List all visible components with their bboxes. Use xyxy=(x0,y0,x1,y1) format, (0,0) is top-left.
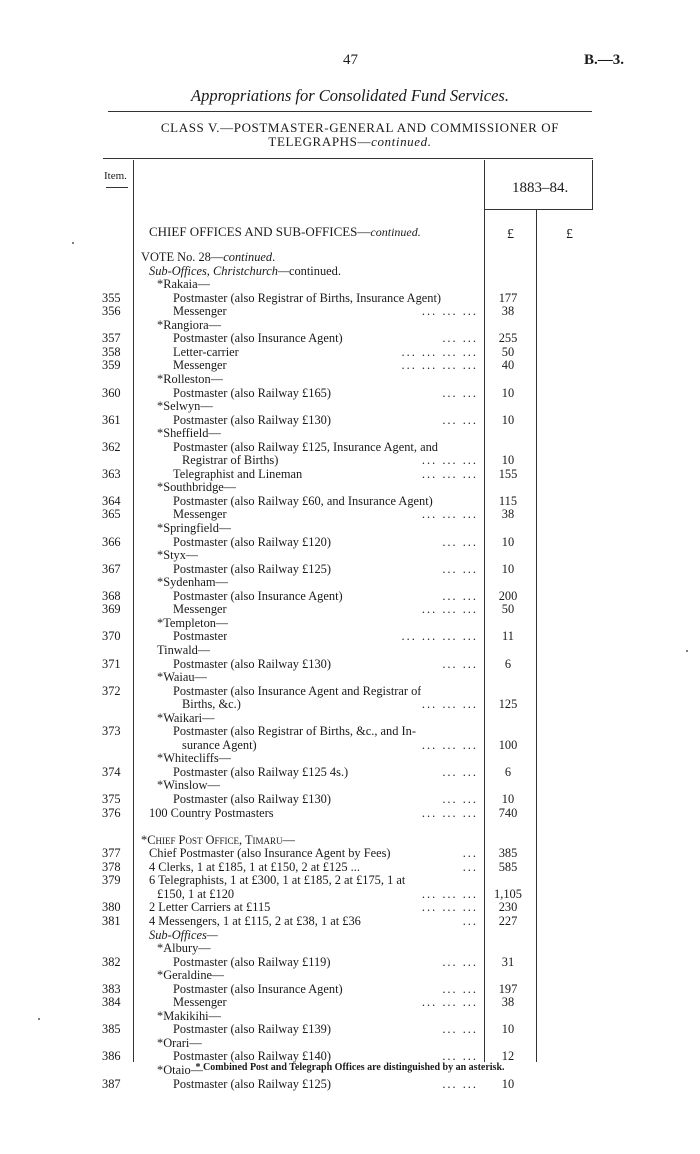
table-row xyxy=(0,697,700,711)
row-description: *Rangiora— xyxy=(157,317,222,332)
table-row xyxy=(0,521,700,535)
row-description: Sub-Offices— xyxy=(149,927,218,942)
leader-dots: ... ... ... xyxy=(421,602,478,617)
table-row xyxy=(0,968,700,982)
item-number: 364 xyxy=(102,493,121,508)
footnote: * Combined Post and Telegraph Offices are distinguished by an asterisk. xyxy=(195,1062,505,1073)
leader-dots: ... ... ... xyxy=(421,304,478,319)
table-row xyxy=(0,277,700,291)
amount-cell: 10 xyxy=(501,412,515,427)
table-row xyxy=(0,318,700,332)
table-row xyxy=(0,507,700,521)
leader-dots: ... xyxy=(462,846,478,861)
row-description: Tinwald— xyxy=(157,642,211,657)
row-description: £150, 1 at £120 xyxy=(157,886,235,901)
table-row xyxy=(0,900,700,914)
row-description: *Springfield— xyxy=(157,521,232,535)
row-description: 6 Telegraphists, 1 at £300, 1 at £185, 2 at £175, 1 at xyxy=(149,873,406,888)
margin-speck xyxy=(686,650,688,652)
table-row xyxy=(0,765,700,779)
table-row xyxy=(0,738,700,752)
table-row xyxy=(0,657,700,671)
amount-cell: 155 xyxy=(498,466,518,481)
amount-cell: 10 xyxy=(501,561,515,576)
row-description: *Rakaia— xyxy=(157,277,210,292)
item-number: 377 xyxy=(102,846,121,861)
item-number: 362 xyxy=(102,439,121,454)
amount-cell: 38 xyxy=(501,507,515,522)
leader-dots: ... ... xyxy=(442,1076,478,1091)
row-description: Postmaster (also Registrar of Births, Insurance Agent) xyxy=(173,290,442,305)
item-number: 365 xyxy=(102,507,121,522)
table-row xyxy=(0,440,700,454)
leader-dots: ... ... xyxy=(442,588,478,603)
row-description: Telegraphist and Lineman xyxy=(173,466,303,481)
row-description: *Selwyn— xyxy=(157,399,213,414)
amount-cell: 230 xyxy=(498,900,518,915)
table-row xyxy=(0,724,700,738)
row-description: *Makikihi— xyxy=(157,1008,222,1023)
item-number: 383 xyxy=(102,981,121,996)
amount-cell: 6 xyxy=(504,656,512,671)
row-description: *Otaio— xyxy=(157,1063,204,1077)
amount-cell: 740 xyxy=(498,805,518,820)
row-description: Postmaster (also Railway £125, Insurance Agent, and xyxy=(173,439,438,454)
leader-dots: ... ... ... xyxy=(421,805,478,820)
leader-dots: ... ... xyxy=(442,981,478,996)
leader-dots: ... ... ... ... xyxy=(401,629,478,644)
row-description: *Albury— xyxy=(157,941,211,956)
table-row xyxy=(0,372,700,386)
row-description: Postmaster (also Railway £60, and Insurance Agent) xyxy=(173,493,433,508)
row-description: Postmaster (also Insurance Agent) xyxy=(173,981,343,996)
row-description: *Templeton— xyxy=(157,615,229,630)
table-row xyxy=(0,304,700,318)
table-row xyxy=(0,670,700,684)
table-row xyxy=(0,399,700,413)
item-number: 356 xyxy=(102,304,121,319)
amount-cell: 10 xyxy=(501,1076,515,1091)
row-description: Postmaster (also Registrar of Births, &c., and In- xyxy=(173,724,416,739)
item-column-header: Item. xyxy=(104,170,127,182)
pound-sign-col1: £ xyxy=(507,227,514,242)
table-row xyxy=(0,833,700,847)
subsection-heading xyxy=(149,224,421,240)
row-description: *Styx— xyxy=(157,548,199,563)
table-row xyxy=(0,467,700,481)
item-number: 369 xyxy=(102,602,121,617)
item-number: 360 xyxy=(102,385,121,400)
table-row xyxy=(0,792,700,806)
subsection-continued: continued. xyxy=(370,225,421,239)
amount-cell: 227 xyxy=(498,913,518,928)
amount-cell: 177 xyxy=(498,290,518,305)
table-row xyxy=(0,806,700,820)
row-description: Messenger xyxy=(173,358,227,373)
row-description: Births, &c.) xyxy=(182,697,241,712)
table-row xyxy=(0,575,700,589)
table-row xyxy=(0,684,700,698)
row-description: 100 Country Postmasters xyxy=(149,805,274,820)
item-number: 382 xyxy=(102,954,121,969)
row-description: VOTE No. 28—continued. xyxy=(141,250,276,264)
amount-cell: 11 xyxy=(502,629,514,644)
leader-dots: ... ... ... ... xyxy=(401,358,478,373)
leader-dots: ... ... xyxy=(442,534,478,549)
title-rule xyxy=(108,111,592,112)
leader-dots: ... ... ... xyxy=(421,900,478,915)
table-row xyxy=(0,426,700,440)
table-row xyxy=(0,535,700,549)
table-row xyxy=(0,386,700,400)
row-description: Postmaster (also Railway £130) xyxy=(173,412,331,427)
year-rule xyxy=(484,209,592,210)
item-number: 379 xyxy=(102,873,121,888)
table-row xyxy=(0,480,700,494)
table-row xyxy=(0,914,700,928)
table-top-rule xyxy=(103,158,593,159)
table-row xyxy=(0,1022,700,1036)
item-number: 367 xyxy=(102,561,121,576)
page-title: Appropriations for Consolidated Fund Services. xyxy=(191,86,509,105)
table-row xyxy=(0,331,700,345)
table-row xyxy=(0,589,700,603)
row-description: Postmaster (also Railway £165) xyxy=(173,385,331,400)
item-number: 381 xyxy=(102,913,121,928)
leader-dots: ... ... xyxy=(442,561,478,576)
table-row xyxy=(0,928,700,942)
row-description: *Rolleston— xyxy=(157,371,224,386)
row-description: Postmaster (also Railway £130) xyxy=(173,656,331,671)
amount-cell: 1,105 xyxy=(494,886,522,901)
table-row xyxy=(0,250,700,264)
row-description: *Waikari— xyxy=(157,710,215,725)
row-description: Postmaster (also Railway £125) xyxy=(173,561,331,576)
table-row xyxy=(0,1009,700,1023)
class-heading-main: TELEGRAPHS— xyxy=(268,134,372,149)
table-row xyxy=(0,751,700,765)
row-description: *Sheffield— xyxy=(157,426,221,441)
table-row xyxy=(0,1036,700,1050)
amount-cell: 12 xyxy=(501,1049,515,1064)
item-number: 375 xyxy=(102,792,121,806)
row-description: *Waiau— xyxy=(157,670,207,685)
row-description: *Chief Post Office, Timaru— xyxy=(141,832,295,847)
item-number: 385 xyxy=(102,1022,121,1037)
table-row xyxy=(0,711,700,725)
table-row xyxy=(0,873,700,887)
leader-dots: ... ... xyxy=(442,954,478,969)
class-heading-line2 xyxy=(0,134,700,150)
table-row xyxy=(0,562,700,576)
table-row xyxy=(0,1077,700,1091)
amount-cell: 197 xyxy=(498,981,518,996)
item-number: 380 xyxy=(102,900,121,915)
page-number: 47 xyxy=(343,52,358,68)
amount-cell: 10 xyxy=(501,453,515,468)
leader-dots: ... ... xyxy=(442,412,478,427)
leader-dots: ... ... xyxy=(442,385,478,400)
table-row xyxy=(0,548,700,562)
amount-cell: 100 xyxy=(498,737,518,752)
row-description: Chief Postmaster (also Insurance Agent by Fees) xyxy=(149,846,391,861)
row-description: Postmaster (also Insurance Agent and Registrar of xyxy=(173,683,422,698)
item-number: 370 xyxy=(102,629,121,644)
class-heading-continued: continued. xyxy=(371,134,432,149)
amount-cell: 255 xyxy=(498,331,518,346)
row-description: *Orari— xyxy=(157,1035,202,1050)
table-row xyxy=(0,413,700,427)
table-row xyxy=(0,345,700,359)
amount-cell: 385 xyxy=(498,846,518,861)
item-number: 386 xyxy=(102,1049,121,1064)
item-number: 368 xyxy=(102,588,121,603)
table-row xyxy=(0,616,700,630)
table-row xyxy=(0,860,700,874)
row-description: surance Agent) xyxy=(182,737,257,752)
table-row xyxy=(0,955,700,969)
leader-dots: ... xyxy=(462,859,478,874)
amount-cell: 10 xyxy=(501,385,515,400)
amount-cell: 115 xyxy=(498,493,518,508)
item-number: 372 xyxy=(102,683,121,698)
amount-cell: 38 xyxy=(501,304,515,319)
leader-dots: ... ... xyxy=(442,1022,478,1037)
table-row xyxy=(0,602,700,616)
leader-dots: ... ... xyxy=(442,764,478,779)
item-number: 378 xyxy=(102,859,121,874)
amount-cell: 200 xyxy=(498,588,518,603)
row-description: Postmaster (also Insurance Agent) xyxy=(173,331,343,346)
leader-dots: ... ... ... xyxy=(421,697,478,712)
table-row xyxy=(0,494,700,508)
amount-cell: 585 xyxy=(498,859,518,874)
item-number: 361 xyxy=(102,412,121,427)
amount-cell: 50 xyxy=(501,344,515,359)
item-number: 374 xyxy=(102,764,121,779)
row-description: Postmaster (also Railway £120) xyxy=(173,534,331,549)
table-row xyxy=(0,643,700,657)
item-number: 376 xyxy=(102,805,121,820)
table-row xyxy=(0,291,700,305)
row-description: Postmaster (also Railway £130) xyxy=(173,792,331,806)
amount-column-rule-right xyxy=(592,160,593,210)
amount-cell: 50 xyxy=(501,602,515,617)
row-description: Postmaster (also Railway £125 4s.) xyxy=(173,764,349,779)
item-header-underline xyxy=(106,187,128,188)
item-number: 358 xyxy=(102,344,121,359)
amount-cell: 38 xyxy=(501,995,515,1010)
table-row xyxy=(0,453,700,467)
row-description: Messenger xyxy=(173,507,227,522)
table-row xyxy=(0,887,700,901)
table-row xyxy=(0,629,700,643)
item-number: 357 xyxy=(102,331,121,346)
table-row xyxy=(0,846,700,860)
amount-cell: 40 xyxy=(501,358,515,373)
row-description: *Winslow— xyxy=(157,778,220,793)
leader-dots: ... ... xyxy=(442,656,478,671)
row-description: Postmaster (also Railway £119) xyxy=(173,954,331,969)
item-number: 366 xyxy=(102,534,121,549)
leader-dots: ... ... ... xyxy=(421,466,478,481)
row-description: Messenger xyxy=(173,602,227,617)
item-number: 384 xyxy=(102,995,121,1010)
row-description: *Southbridge— xyxy=(157,480,237,495)
item-number: 373 xyxy=(102,724,121,739)
row-description: Registrar of Births) xyxy=(182,453,279,468)
class-heading-line1: CLASS V.—POSTMASTER-GENERAL AND COMMISSIONER OF xyxy=(160,120,560,135)
row-description: 2 Letter Carriers at £115 xyxy=(149,900,271,915)
margin-speck xyxy=(38,1018,40,1020)
leader-dots: ... ... xyxy=(442,331,478,346)
leader-dots: ... ... ... xyxy=(421,453,478,468)
table-row xyxy=(0,995,700,1009)
leader-dots: ... ... ... xyxy=(421,995,478,1010)
row-description: *Sydenham— xyxy=(157,575,228,590)
amount-cell: 10 xyxy=(501,534,515,549)
year-column-header: 1883–84. xyxy=(512,180,569,196)
table-row xyxy=(0,941,700,955)
subsection-main: CHIEF OFFICES AND SUB-OFFICES— xyxy=(149,224,371,239)
row-description: Postmaster (also Railway £140) xyxy=(173,1049,331,1064)
table-row xyxy=(0,358,700,372)
item-number: 371 xyxy=(102,656,121,671)
row-description: *Geraldine— xyxy=(157,968,225,983)
amount-cell: 125 xyxy=(498,697,518,712)
table-row xyxy=(0,778,700,792)
item-number: 359 xyxy=(102,358,121,373)
pound-sign-col2: £ xyxy=(566,227,573,242)
leader-dots: ... ... ... xyxy=(421,737,478,752)
amount-cell: 10 xyxy=(501,792,515,806)
item-number: 355 xyxy=(102,290,121,305)
table-row xyxy=(0,264,700,278)
leader-dots: ... xyxy=(462,913,478,928)
row-description: Postmaster (also Railway £139) xyxy=(173,1022,331,1037)
item-number: 363 xyxy=(102,466,121,481)
leader-dots: ... ... ... xyxy=(421,507,478,522)
row-description: Letter-carrier xyxy=(173,344,239,359)
row-description: Messenger xyxy=(173,304,227,319)
row-description: Postmaster xyxy=(173,629,228,644)
row-description: Sub-Offices, Christchurch—continued. xyxy=(149,263,341,278)
table-row xyxy=(0,982,700,996)
row-description: Postmaster (also Insurance Agent) xyxy=(173,588,343,603)
margin-speck xyxy=(72,242,74,244)
document-code: B.—3. xyxy=(584,52,625,68)
amount-cell: 31 xyxy=(501,954,515,969)
amount-cell: 10 xyxy=(501,1022,515,1037)
row-description: *Whitecliffs— xyxy=(157,751,232,766)
amount-cell: 6 xyxy=(504,764,512,779)
row-description: Messenger xyxy=(173,995,227,1010)
leader-dots: ... ... xyxy=(442,792,478,806)
row-description: Postmaster (also Railway £125) xyxy=(173,1076,331,1091)
leader-dots: ... ... xyxy=(442,1049,478,1064)
row-description: 4 Clerks, 1 at £185, 1 at £150, 2 at £125 ... xyxy=(149,859,360,874)
table-row xyxy=(0,819,700,833)
leader-dots: ... ... ... ... xyxy=(401,344,478,359)
item-number: 387 xyxy=(102,1076,121,1091)
row-description: 4 Messengers, 1 at £115, 2 at £38, 1 at £36 xyxy=(149,913,361,928)
leader-dots: ... ... ... xyxy=(421,886,478,901)
